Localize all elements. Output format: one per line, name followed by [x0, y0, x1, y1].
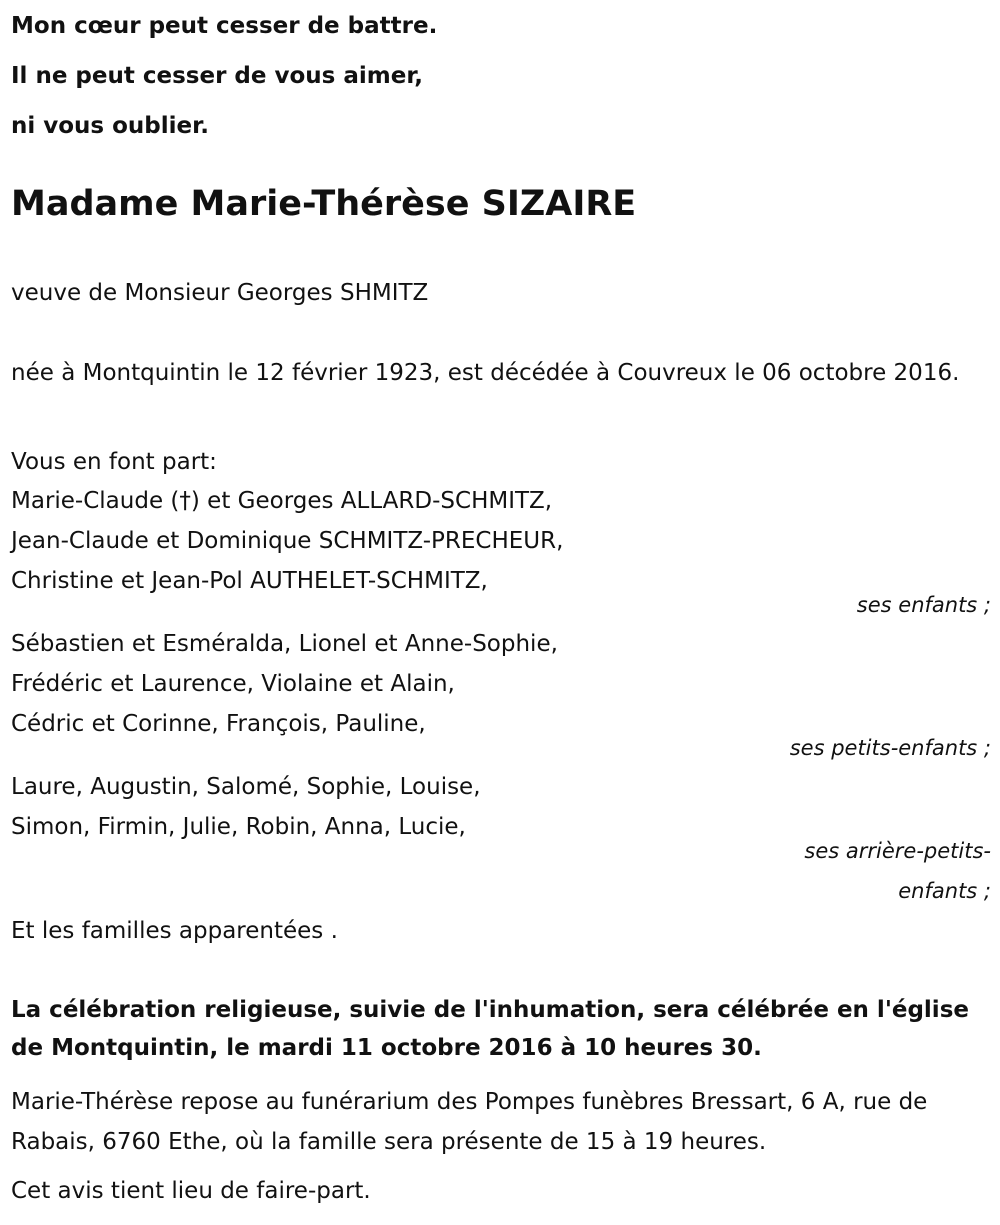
great-grandchildren-line-1: Laure, Augustin, Salomé, Sophie, Louise, [11, 774, 481, 800]
rest-location-text: Marie-Thérèse repose au funérarium des Pompes funèbres Bressart, 6 A, rue de Rabais, 6760 Ethe, où la famille sera présente de 15 à 19 heures. [11, 1089, 928, 1155]
poem-line-3: ni vous oublier. [11, 113, 209, 139]
grandchildren-line-1: Sébastien et Esméralda, Lionel et Anne-Sophie, [11, 631, 558, 657]
birth-death-text: née à Montquintin le 12 février 1923, est décédée à Couvreux le 06 octobre 2016. [11, 360, 960, 386]
children-role: ses enfants ; [856, 593, 991, 617]
related-families: Et les familles apparentées . [11, 918, 338, 944]
cross-icon: † [179, 488, 191, 514]
children-line-3: Christine et Jean-Pol AUTHELET-SCHMITZ, [11, 568, 488, 594]
deceased-name: Madame Marie-Thérèse SIZAIRE [11, 184, 637, 224]
great-grandchildren-line-2: Simon, Firmin, Julie, Robin, Anna, Lucie, [11, 814, 466, 840]
poem-line-2: Il ne peut cesser de vous aimer, [11, 63, 424, 89]
children-line-1-pre: Marie-Claude ( [11, 488, 180, 514]
grandchildren-role: ses petits-enfants ; [789, 736, 991, 760]
closing-text: Cet avis tient lieu de faire-part. [11, 1178, 371, 1204]
grandchildren-line-2: Frédéric et Laurence, Violaine et Alain, [11, 671, 455, 697]
ceremony-text: La célébration religieuse, suivie de l'inhumation, sera célébrée en l'église de Montquintin, le mardi 11 octobre 2016 à 10 heures 30. [11, 997, 969, 1061]
announcement-intro: Vous en font part: [11, 449, 217, 475]
widow-of: veuve de Monsieur Georges SHMITZ [11, 280, 429, 306]
children-line-2: Jean-Claude et Dominique SCHMITZ-PRECHEUR, [11, 528, 564, 554]
great-grandchildren-role: ses arrière-petits-enfants ; [804, 839, 991, 903]
grandchildren-line-3: Cédric et Corinne, François, Pauline, [11, 711, 426, 737]
children-line-1-post: ) et Georges ALLARD-SCHMITZ, [190, 488, 553, 514]
children-line-1 [11, 481, 552, 521]
poem-line-1: Mon cœur peut cesser de battre. [11, 13, 438, 39]
